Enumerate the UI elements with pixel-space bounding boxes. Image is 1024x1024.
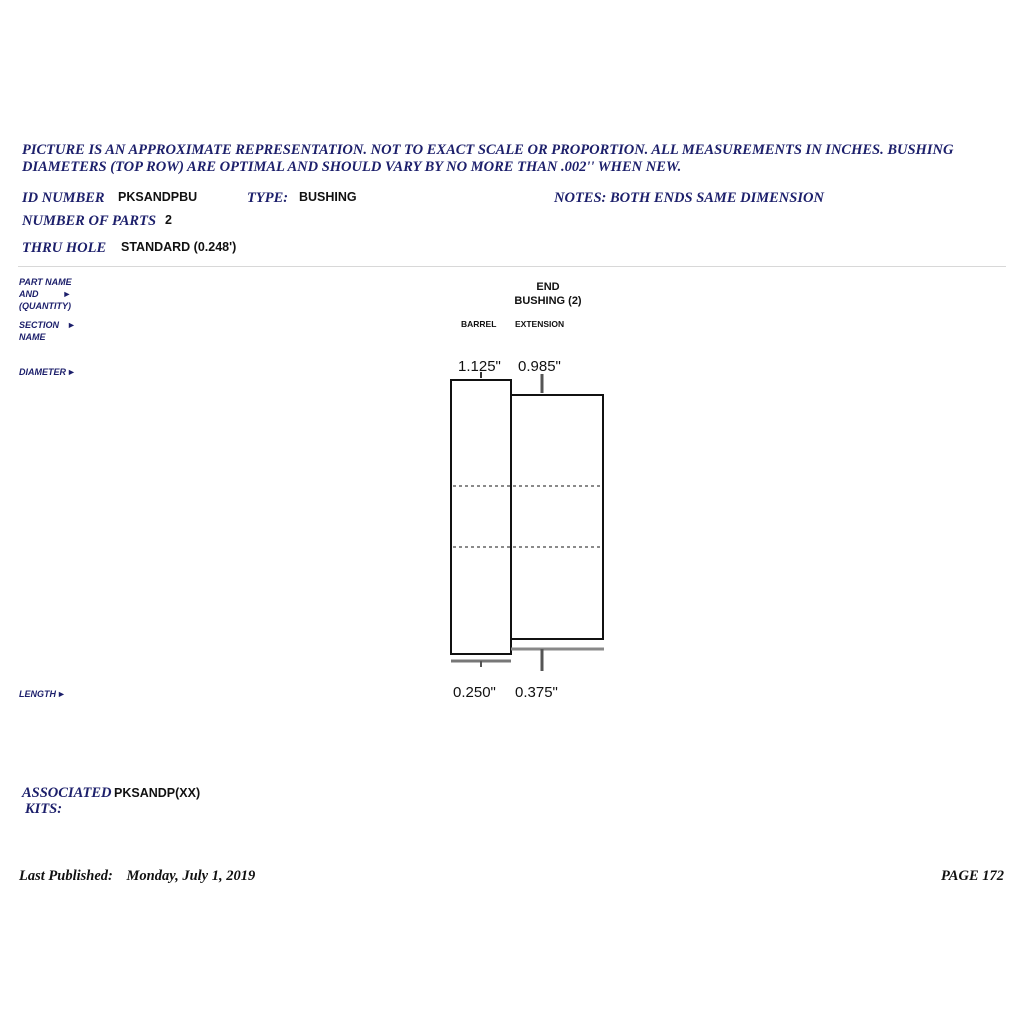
associated-kits-line2: KITS: (25, 801, 63, 817)
part-name-line2: BUSHING (2) (514, 295, 582, 307)
associated-kits-value: PKSANDP(XX) (114, 786, 201, 800)
section-label-line2: NAME (19, 332, 46, 342)
number-of-parts-label: NUMBER OF PARTS (22, 213, 157, 229)
section-name-label (19, 319, 76, 343)
part-name-line1: END (536, 281, 560, 293)
last-published (19, 868, 255, 885)
part-name-label-line3: (QUANTITY) (19, 301, 71, 311)
arrow-right-icon: ► (67, 367, 76, 377)
last-published-date: Monday, July 1, 2019 (126, 868, 256, 884)
last-published-label: Last Published: (19, 868, 113, 884)
diameter-label: DIAMETER► (19, 367, 76, 377)
section-barrel: BARREL (461, 319, 497, 329)
section-extension: EXTENSION (515, 319, 565, 329)
barrel-section (451, 380, 511, 654)
type-value: BUSHING (299, 190, 357, 204)
extension-section (511, 395, 603, 639)
id-number-label: ID NUMBER (22, 190, 105, 206)
associated-kits-label (22, 785, 111, 817)
type-label: TYPE: (247, 190, 289, 206)
number-of-parts-value: 2 (165, 213, 172, 227)
extension-diameter: 0.985" (518, 358, 561, 375)
barrel-diameter: 1.125" (458, 358, 501, 375)
part-name-label (19, 276, 72, 312)
associated-kits-line1: ASSOCIATED (22, 785, 112, 801)
disclaimer-text: PICTURE IS AN APPROXIMATE REPRESENTATION. NOT TO EXACT SCALE OR PROPORTION. ALL MEASUREMENTS IN INCHES. BUSHING DIAMETERS (TOP ROW) ARE OPTIMAL AND SHOULD VARY BY NO MORE THAN .002'' WHEN NEW. (22, 142, 954, 175)
thru-hole-label: THRU HOLE (22, 240, 107, 256)
header-divider (18, 266, 1006, 267)
part-name-label-line2: AND ► (19, 289, 72, 299)
arrow-right-icon: ► (67, 320, 76, 330)
thru-hole-value: STANDARD (0.248') (121, 240, 237, 254)
arrow-right-icon: ► (62, 289, 72, 299)
part-name-label-line1: PART NAME (19, 277, 72, 287)
page-number: PAGE 172 (941, 868, 1004, 884)
part-name (487, 280, 609, 308)
notes-text: NOTES: BOTH ENDS SAME DIMENSION (554, 190, 824, 206)
extension-length: 0.375" (515, 684, 558, 701)
section-label-line1: SECTION ► (19, 320, 76, 330)
barrel-length: 0.250" (453, 684, 496, 701)
length-label: LENGTH► (19, 689, 66, 699)
arrow-right-icon: ► (57, 689, 66, 699)
id-number-value: PKSANDPBU (118, 190, 198, 204)
